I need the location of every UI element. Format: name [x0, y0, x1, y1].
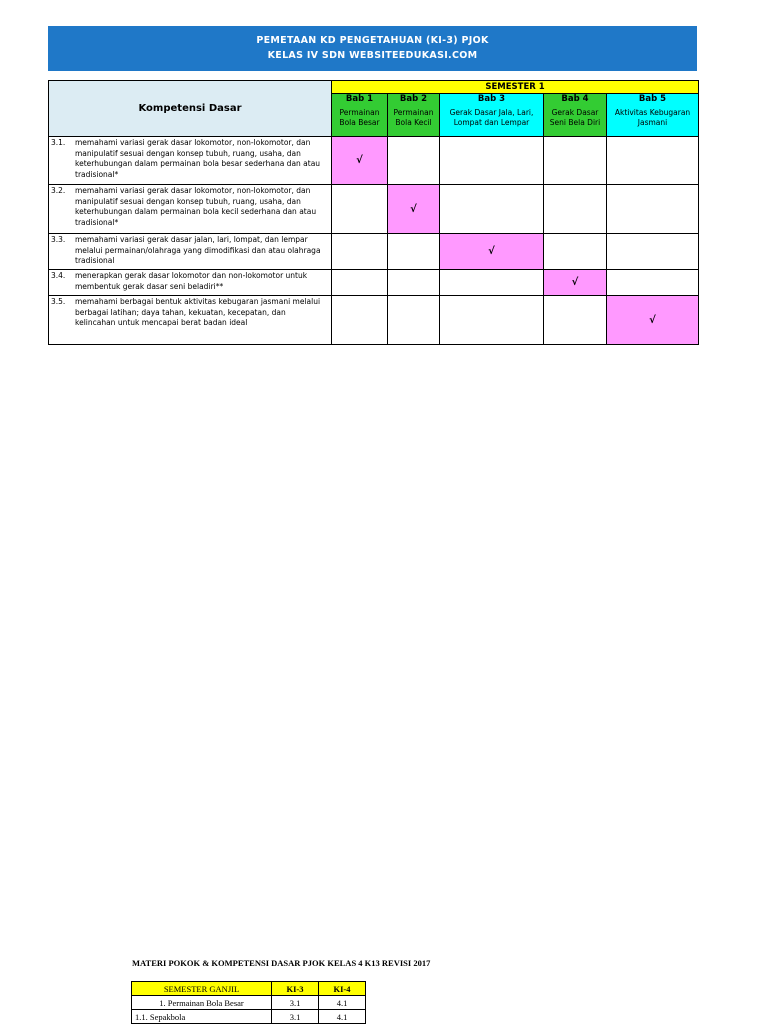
kd-cell-3-1 — [49, 137, 332, 185]
bab-5-title: Aktivitas Kebugaran Jasmani — [614, 108, 691, 127]
kd-cell-3-5 — [49, 296, 332, 345]
empty-cell — [332, 296, 388, 345]
bab-3-title: Gerak Dasar Jala, Lari, Lompat dan Lempar — [449, 108, 534, 127]
empty-cell — [607, 185, 699, 234]
kd-text: memahami variasi gerak dasar jalan, lari, lompat, dan lempar melalui permainan/olahraga yang dimodifikasi dan atau olahraga tradisional — [75, 235, 321, 265]
bab-1-title: Permainan Bola Besar — [339, 108, 380, 127]
table-row — [49, 137, 699, 185]
bab-1-header — [332, 94, 388, 137]
empty-cell — [332, 234, 388, 270]
table-row — [132, 996, 366, 1010]
kd-cell-3-2 — [49, 185, 332, 234]
check-mark: √ — [544, 270, 607, 296]
bab-2-title: Permainan Bola Kecil — [393, 108, 434, 127]
materi-cell: 1. Permainan Bola Besar — [132, 996, 272, 1010]
page-header — [48, 26, 697, 71]
materi-cell: 1.1. Sepakbola — [132, 1010, 272, 1024]
empty-cell — [440, 185, 544, 234]
bab-4-title: Gerak Dasar Seni Bela Diri — [549, 108, 601, 127]
table-row — [132, 1010, 366, 1024]
bab-1-label: Bab 1 — [345, 94, 374, 104]
empty-cell — [388, 270, 440, 296]
table-row — [49, 234, 699, 270]
kd-number: 3.2. — [51, 186, 66, 195]
empty-cell — [388, 234, 440, 270]
kd-header-cell: Kompetensi Dasar — [49, 81, 332, 137]
bab-5-label: Bab 5 — [638, 94, 667, 104]
empty-cell — [544, 137, 607, 185]
ki4-cell: 4.1 — [319, 996, 366, 1010]
kd-text: memahami berbagai bentuk aktivitas kebugaran jasmani melalui berbagai latihan; daya tahan, kekuatan, kecepatan, dan kelincahan untuk mencapai berat badan ideal — [75, 297, 321, 327]
empty-cell — [332, 270, 388, 296]
bab-5-header — [607, 94, 699, 137]
bab-3-label: Bab 3 — [477, 94, 506, 104]
header-subtitle: KELAS IV SDN WEBSITEEDUKASI.COM — [267, 50, 478, 61]
empty-cell — [544, 296, 607, 345]
table-row — [49, 185, 699, 234]
header-semester-ganjil: SEMESTER GANJIL — [132, 982, 272, 996]
kd-text: memahami variasi gerak dasar lokomotor, non-lokomotor, dan manipulatif sesuai dengan konsep tubuh, ruang, usaha, dan keterhubungan dalam permainan bola kecil sederhana dan atau tradisional* — [75, 186, 317, 227]
check-mark: √ — [388, 185, 440, 234]
kd-cell-3-3 — [49, 234, 332, 270]
bab-4-header — [544, 94, 607, 137]
kd-mapping-table — [48, 80, 699, 345]
empty-cell — [607, 137, 699, 185]
check-mark: √ — [607, 296, 699, 345]
kd-text: menerapkan gerak dasar lokomotor dan non-lokomotor untuk membentuk gerak dasar seni beladiri** — [75, 271, 308, 291]
ki3-cell: 3.1 — [272, 1010, 319, 1024]
table-row — [49, 296, 699, 345]
bab-2-header — [388, 94, 440, 137]
empty-cell — [388, 296, 440, 345]
empty-cell — [607, 270, 699, 296]
bab-2-label: Bab 2 — [399, 94, 428, 104]
kd-number: 3.4. — [51, 271, 66, 280]
kd-number: 3.1. — [51, 138, 66, 147]
kd-number: 3.3. — [51, 235, 66, 244]
materi-title: MATERI POKOK & KOMPETENSI DASAR PJOK KELAS 4 K13 REVISI 2017 — [132, 958, 431, 968]
empty-cell — [607, 234, 699, 270]
check-mark: √ — [332, 137, 388, 185]
empty-cell — [440, 137, 544, 185]
empty-cell — [388, 137, 440, 185]
header-ki4: KI-4 — [319, 982, 366, 996]
header-ki3: KI-3 — [272, 982, 319, 996]
materi-table — [131, 981, 366, 1024]
check-mark: √ — [440, 234, 544, 270]
bab-3-header — [440, 94, 544, 137]
ki3-cell: 3.1 — [272, 996, 319, 1010]
ki4-cell: 4.1 — [319, 1010, 366, 1024]
semester-header: SEMESTER 1 — [332, 81, 699, 94]
table-row — [49, 270, 699, 296]
kd-number: 3.5. — [51, 297, 66, 306]
empty-cell — [440, 296, 544, 345]
empty-cell — [440, 270, 544, 296]
kd-cell-3-4 — [49, 270, 332, 296]
empty-cell — [332, 185, 388, 234]
header-title: PEMETAAN KD PENGETAHUAN (KI-3) PJOK — [256, 35, 489, 46]
empty-cell — [544, 234, 607, 270]
kd-text: memahami variasi gerak dasar lokomotor, non-lokomotor, dan manipulatif sesuai dengan konsep tubuh, ruang, usaha, dan keterhubungan dalam permainan bola besar sederhana dan atau tradisional* — [75, 138, 321, 179]
empty-cell — [544, 185, 607, 234]
bab-4-label: Bab 4 — [561, 94, 589, 104]
